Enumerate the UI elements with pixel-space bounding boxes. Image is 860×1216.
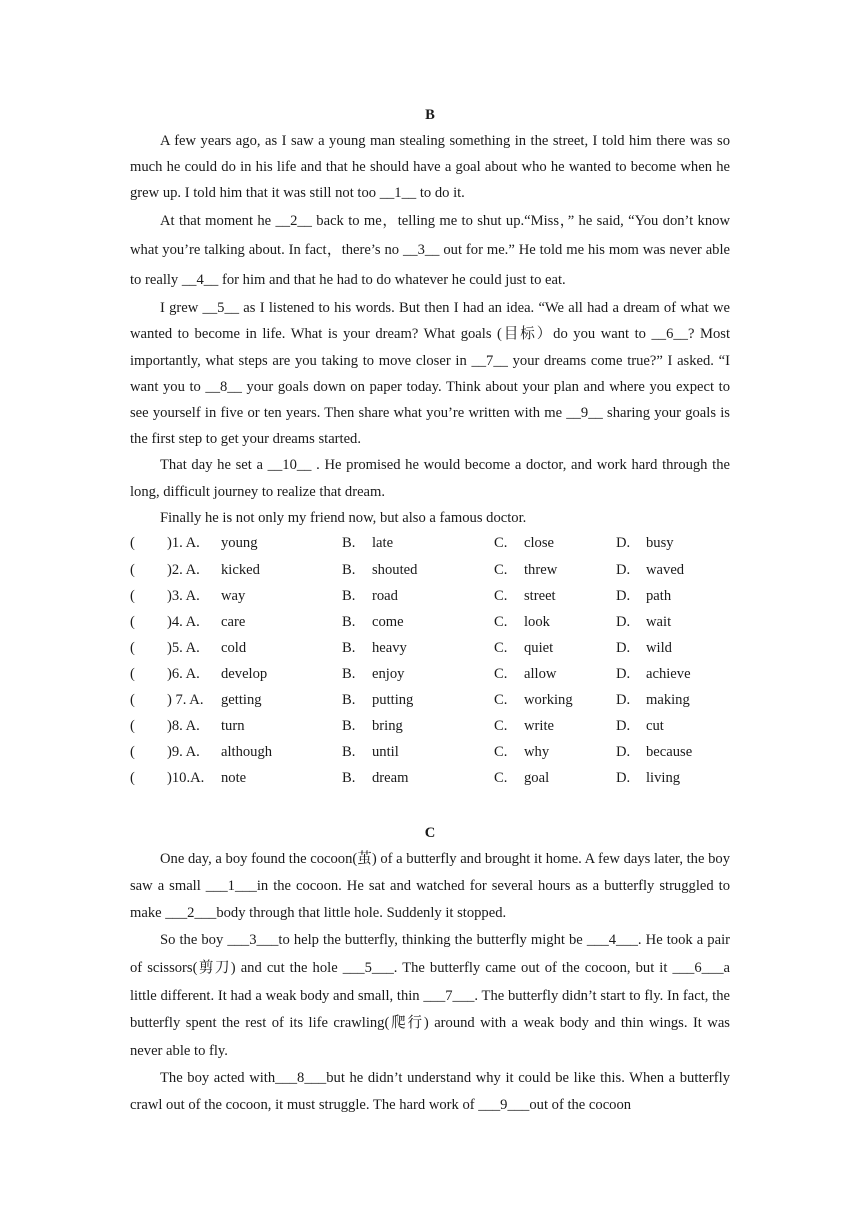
- section-b-question-table: [130, 531, 730, 792]
- option-d-letter: D.: [616, 535, 631, 552]
- option-c-letter: C.: [494, 613, 508, 630]
- option-b-letter: B.: [342, 535, 356, 552]
- option-c-text: working: [524, 692, 573, 709]
- option-b-letter: B.: [342, 665, 356, 682]
- option-b-text: heavy: [372, 639, 407, 656]
- question-number: )4. A.: [167, 613, 200, 630]
- option-a-text: cold: [221, 639, 247, 656]
- option-b-text: bring: [372, 718, 403, 735]
- option-d-text: because: [646, 744, 693, 761]
- option-b-text: putting: [372, 692, 414, 709]
- option-c-letter: C.: [494, 665, 508, 682]
- option-c-text: allow: [524, 665, 557, 682]
- answer-blank[interactable]: (: [130, 639, 135, 656]
- section-c-title: C: [424, 824, 436, 841]
- answer-blank[interactable]: (: [130, 613, 135, 630]
- option-b-text: come: [372, 613, 404, 630]
- option-a-text: young: [221, 535, 258, 552]
- option-c-text: street: [524, 587, 556, 604]
- section-b-paragraph-5: Finally he is not only my friend now, but also a famous doctor.: [160, 509, 527, 526]
- question-row: [130, 740, 730, 766]
- section-b-paragraph-1: A few years ago, as I saw a young man stealing something in the street, I told him there was so much he could do in his life and that he should have a goal about who he wanted to become when he grew up. I told him that it was still not too __1__ to do it.: [130, 133, 730, 202]
- option-a-text: way: [221, 587, 246, 604]
- option-d-text: wait: [646, 613, 672, 630]
- option-c-letter: C.: [494, 561, 508, 578]
- option-b-letter: B.: [342, 561, 356, 578]
- option-a-text: getting: [221, 692, 262, 709]
- option-a-text: kicked: [221, 561, 260, 578]
- answer-blank[interactable]: (: [130, 587, 135, 604]
- answer-blank[interactable]: (: [130, 561, 135, 578]
- question-number: )2. A.: [167, 561, 200, 578]
- answer-blank[interactable]: (: [130, 718, 135, 735]
- question-row: [130, 714, 730, 740]
- question-row: [130, 661, 730, 687]
- answer-blank[interactable]: (: [130, 744, 135, 761]
- option-d-letter: D.: [616, 665, 631, 682]
- option-c-text: write: [524, 718, 554, 735]
- option-d-letter: D.: [616, 718, 631, 735]
- option-b-text: shouted: [372, 561, 418, 578]
- question-row: [130, 609, 730, 635]
- option-d-letter: D.: [616, 692, 631, 709]
- option-b-letter: B.: [342, 639, 356, 656]
- option-d-letter: D.: [616, 613, 631, 630]
- question-number: )6. A.: [167, 665, 200, 682]
- answer-blank[interactable]: (: [130, 535, 135, 552]
- option-a-text: although: [221, 744, 273, 761]
- section-b-paragraph-2: At that moment he __2__ back to me，telling me to shut up.“Miss，” he said, “You don’t know what you’re talking about. In fact，there’s no __3__ out for me.” He told me his mom was never able to really __4__ for him and that he had to do whatever he could just to eat.: [130, 212, 730, 288]
- option-a-text: care: [221, 613, 246, 630]
- option-b-letter: B.: [342, 718, 356, 735]
- option-b-text: enjoy: [372, 665, 405, 682]
- option-d-letter: D.: [616, 744, 631, 761]
- option-c-letter: C.: [494, 770, 508, 787]
- section-b-paragraph-4: That day he set a __10__ . He promised he would become a doctor, and work hard through the long, difficult journey to realize that dream.: [130, 457, 730, 500]
- option-c-letter: C.: [494, 639, 508, 656]
- option-a-text: note: [221, 770, 247, 787]
- question-row: [130, 635, 730, 661]
- question-row: [130, 557, 730, 583]
- option-d-letter: D.: [616, 561, 631, 578]
- question-number: )10.A.: [167, 770, 205, 787]
- option-c-text: close: [524, 535, 554, 552]
- option-c-text: quiet: [524, 639, 554, 656]
- document-page: [130, 102, 730, 1118]
- question-row: [130, 583, 730, 609]
- option-a-text: turn: [221, 718, 245, 735]
- option-c-text: why: [524, 744, 550, 761]
- section-c-paragraph-3: The boy acted with___8___but he didn’t understand why it could be like this. When a butterfly crawl out of the cocoon, it must struggle. The hard work of ___9___out of the cocoon: [130, 1070, 730, 1113]
- option-d-text: wild: [646, 639, 672, 656]
- option-b-letter: B.: [342, 744, 356, 761]
- question-row: [130, 766, 730, 792]
- option-d-text: path: [646, 587, 672, 604]
- option-b-letter: B.: [342, 692, 356, 709]
- question-number: )3. A.: [167, 587, 200, 604]
- question-number: )9. A.: [167, 744, 200, 761]
- question-row: [130, 531, 730, 557]
- answer-blank[interactable]: (: [130, 692, 135, 709]
- answer-blank[interactable]: (: [130, 770, 135, 787]
- option-b-text: road: [372, 587, 398, 604]
- question-number: )8. A.: [167, 718, 200, 735]
- option-d-letter: D.: [616, 770, 631, 787]
- option-c-letter: C.: [494, 744, 508, 761]
- option-c-letter: C.: [494, 587, 508, 604]
- option-b-text: late: [372, 535, 394, 552]
- option-c-text: goal: [524, 770, 550, 787]
- option-d-text: achieve: [646, 665, 691, 682]
- question-row: [130, 688, 730, 714]
- option-c-letter: C.: [494, 692, 508, 709]
- question-number: ) 7. A.: [167, 692, 204, 709]
- option-b-letter: B.: [342, 587, 356, 604]
- option-b-text: until: [372, 744, 399, 761]
- option-b-text: dream: [372, 770, 409, 787]
- section-c-paragraph-2: So the boy ___3___to help the butterfly, thinking the butterfly might be ___4___. He took a pair of scissors(剪刀) and cut the hole ___5___. The butterfly came out of the cocoon, but it ___6___a little different. It had a weak body and small, thin ___7___. The butterfly didn’t start to fly. In fact, the butterfly spent the rest of its life crawling(爬行) around with a weak body and thin wings. It was never able to fly.: [130, 932, 730, 1059]
- question-number: )5. A.: [167, 639, 200, 656]
- option-d-text: living: [646, 770, 681, 787]
- question-number: )1. A.: [167, 535, 200, 552]
- option-d-letter: D.: [616, 587, 631, 604]
- section-b-paragraph-3: I grew __5__ as I listened to his words. But then I had an idea. “We all had a dream of what we wanted to become in life. What is your dream? What goals (目标）do you want to __6__? Most importantly, what steps are you taking to move closer in __7__ your dreams come true?” I asked. “I want you to __8__ your goals down on paper today. Think about your plan and where you expect to see yourself in five or ten years. Then share what you’re written with me __9__ sharing your goals is the first step to get your dreams started.: [130, 300, 730, 448]
- option-d-text: making: [646, 692, 690, 709]
- option-b-letter: B.: [342, 770, 356, 787]
- option-d-letter: D.: [616, 639, 631, 656]
- option-c-text: look: [524, 613, 550, 630]
- option-b-letter: B.: [342, 613, 356, 630]
- answer-blank[interactable]: (: [130, 665, 135, 682]
- section-b-title: B: [425, 107, 435, 123]
- option-d-text: waved: [646, 561, 685, 578]
- option-d-text: cut: [646, 718, 664, 735]
- option-d-text: busy: [646, 535, 674, 552]
- option-a-text: develop: [221, 665, 268, 682]
- option-c-letter: C.: [494, 718, 508, 735]
- option-c-text: threw: [524, 561, 558, 578]
- option-c-letter: C.: [494, 535, 508, 552]
- section-c-paragraph-1: One day, a boy found the cocoon(茧) of a butterfly and brought it home. A few days later, the boy saw a small ___1___in the cocoon. He sat and watched for several hours as a butterfly struggled to make ___2___body through that little hole. Suddenly it stopped.: [130, 850, 730, 922]
